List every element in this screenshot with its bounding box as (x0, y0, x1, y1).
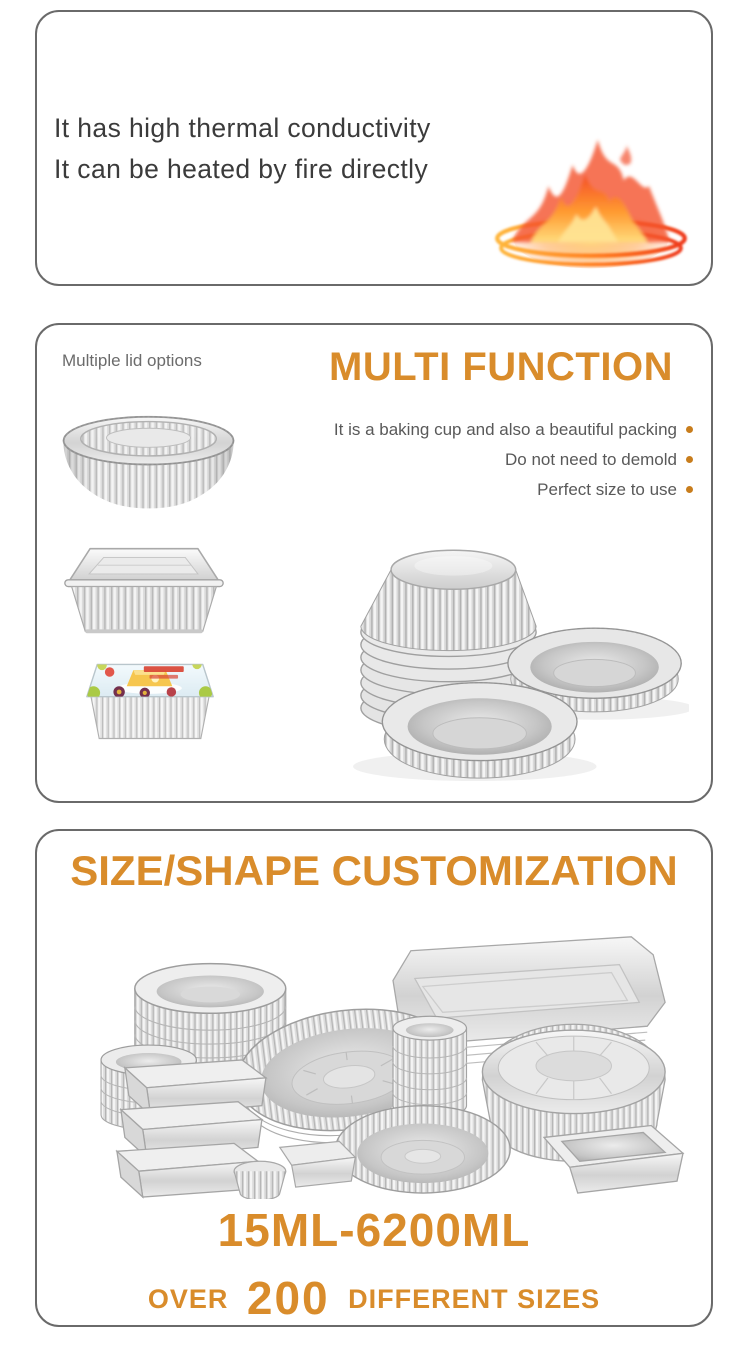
printed-lid-container-image (81, 653, 219, 753)
rectangular-foil-container-image (59, 533, 229, 650)
bullet-dot-icon (686, 426, 693, 433)
thermal-text (54, 108, 431, 190)
size-shape-title: SIZE/SHAPE CUSTOMIZATION (70, 847, 678, 894)
thermal-line-2: It can be heated by fire directly (54, 154, 429, 184)
feature-bullet-list (334, 415, 693, 505)
feature-bullet-text: Perfect size to use (537, 480, 677, 499)
sizes-count-suffix: DIFFERENT SIZES (348, 1284, 601, 1314)
sizes-count-prefix: OVER (147, 1284, 229, 1314)
feature-bullet (334, 445, 693, 475)
assorted-containers-image (95, 911, 691, 1204)
multi-function-card (35, 323, 713, 803)
feature-bullet-text: Do not need to demold (504, 450, 677, 469)
thermal-line-1: It has high thermal conductivity (54, 113, 431, 143)
foil-baking-cups-image (319, 517, 689, 795)
bullet-dot-icon (686, 456, 693, 463)
capacity-range-text: 15ML-6200ML (217, 1204, 531, 1256)
feature-bullet (334, 475, 693, 505)
lid-options-label: Multiple lid options (62, 351, 202, 370)
feature-bullet-text: It is a baking cup and also a beautiful packing (333, 420, 677, 439)
size-shape-card (35, 829, 713, 1327)
multi-function-title: MULTI FUNCTION (329, 345, 673, 389)
feature-bullet (334, 415, 693, 445)
bullet-dot-icon (686, 486, 693, 493)
fire-image (475, 130, 707, 282)
sizes-count-number: 200 (246, 1272, 330, 1324)
sizes-count-text (37, 1271, 711, 1325)
thermal-conductivity-card (35, 10, 713, 286)
round-foil-bowl-image (51, 391, 247, 522)
